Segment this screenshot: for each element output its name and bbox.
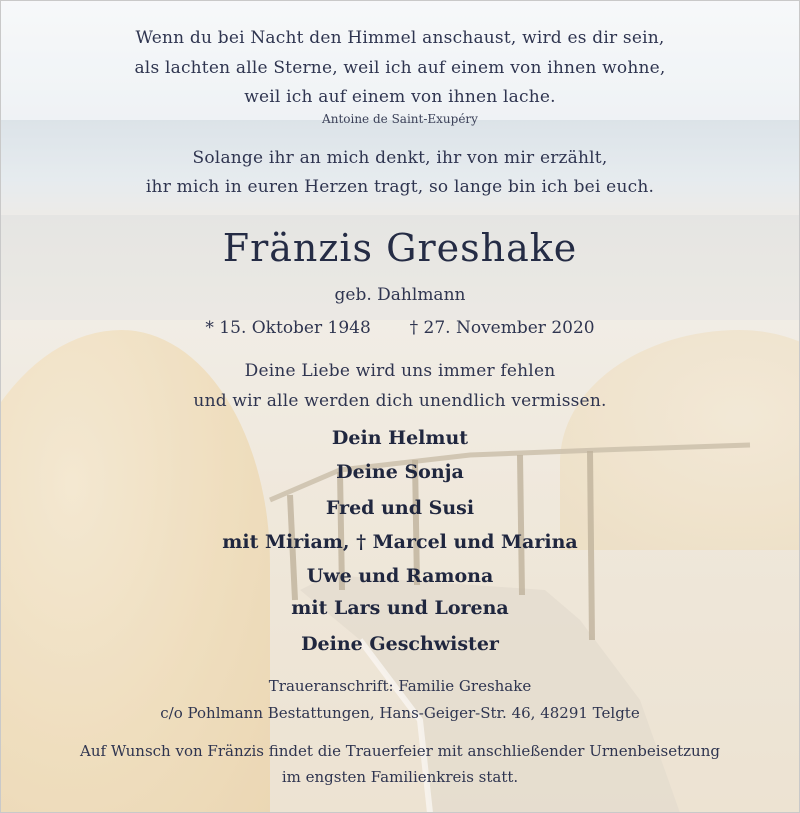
life-dates bbox=[0, 318, 800, 338]
verse-line-2: ihr mich in euren Herzen tragt, so lange bin ich bei euch. bbox=[145, 177, 655, 197]
quote-line-3: weil ich auf einem von ihnen lache. bbox=[244, 87, 556, 107]
address-line-2: c/o Pohlmann Bestattungen, Hans-Geiger-Str. 46, 48291 Telgte bbox=[160, 704, 640, 722]
mourner-line: mit Miriam, † Marcel und Marina bbox=[222, 531, 578, 553]
mourner-line: Uwe und Ramona bbox=[306, 565, 494, 587]
notice-line-2: im engsten Familienkreis statt. bbox=[281, 768, 519, 786]
quote-line-2: als lachten alle Sterne, weil ich auf einem von ihnen wohne, bbox=[134, 58, 666, 78]
verse-line-1: Solange ihr an mich denkt, ihr von mir erzählt, bbox=[192, 148, 608, 168]
mourner-line: Deine Sonja bbox=[336, 461, 464, 483]
deceased-name: Fränzis Greshake bbox=[222, 226, 578, 270]
birth-date: * 15. Oktober 1948 bbox=[205, 318, 371, 338]
birth-name: geb. Dahlmann bbox=[334, 285, 466, 305]
mourner-line: Fred und Susi bbox=[325, 497, 475, 519]
notice-line-1: Auf Wunsch von Fränzis findet die Trauerfeier mit anschließender Urnenbeisetzung bbox=[80, 742, 720, 760]
tribute-line-2: und wir alle werden dich unendlich vermissen. bbox=[193, 391, 607, 411]
mourner-line: Deine Geschwister bbox=[301, 633, 499, 655]
quote-line-1: Wenn du bei Nacht den Himmel anschaust, wird es dir sein, bbox=[135, 28, 665, 48]
mourner-line: Dein Helmut bbox=[331, 427, 469, 449]
tribute-line-1: Deine Liebe wird uns immer fehlen bbox=[244, 361, 556, 381]
address-line-1: Traueranschrift: Familie Greshake bbox=[268, 677, 532, 695]
quote-author: Antoine de Saint-Exupéry bbox=[322, 112, 478, 126]
mourner-line: mit Lars und Lorena bbox=[291, 597, 509, 619]
death-date: † 27. November 2020 bbox=[409, 318, 595, 338]
